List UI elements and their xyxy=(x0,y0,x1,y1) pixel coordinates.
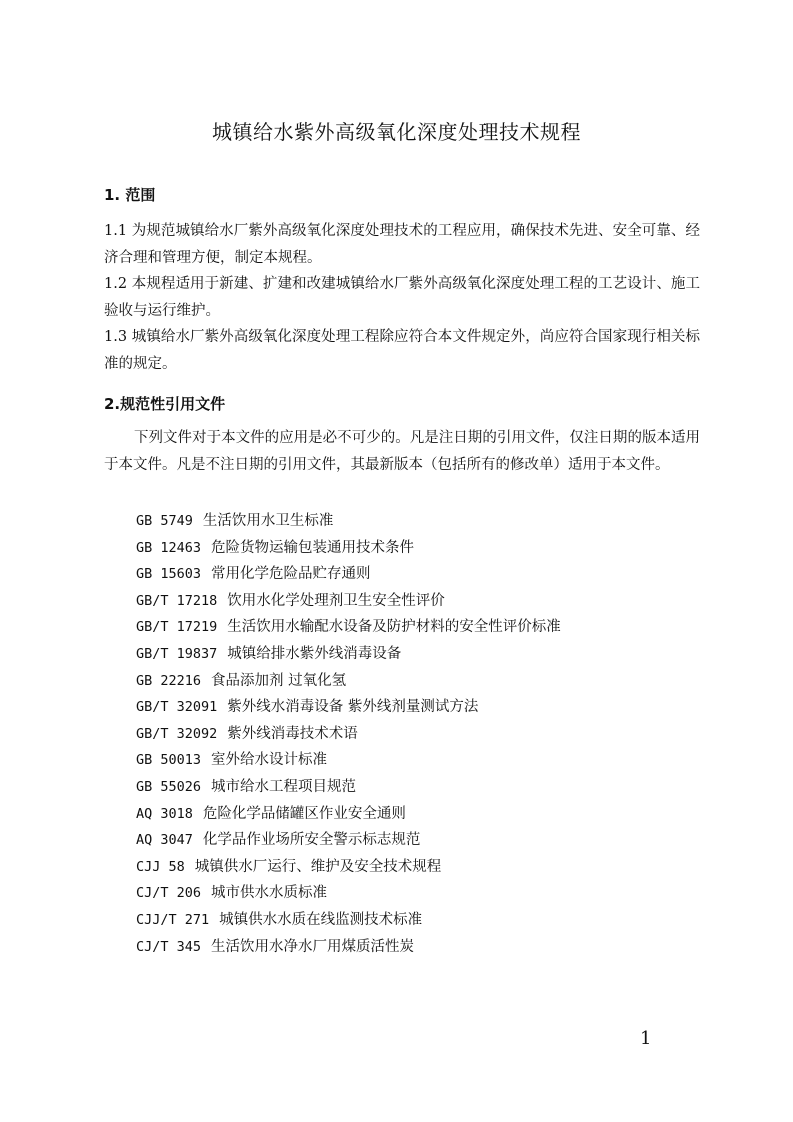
reference-code: GB 22216 xyxy=(136,672,202,689)
reference-title: 城镇给排水紫外线消毒设备 xyxy=(227,645,402,662)
reference-code: GB/T 32092 xyxy=(136,725,218,742)
reference-code: CJ/T 206 xyxy=(136,885,202,902)
reference-item xyxy=(136,721,561,748)
reference-code: GB 12463 xyxy=(136,539,202,556)
reference-item xyxy=(136,668,561,695)
reference-code: GB/T 19837 xyxy=(136,645,218,662)
reference-item xyxy=(136,934,561,961)
reference-title: 紫外线水消毒设备 紫外线剂量测试方法 xyxy=(227,699,479,716)
reference-title: 城镇供水厂运行、维护及安全技术规程 xyxy=(194,858,442,875)
reference-code: GB 15603 xyxy=(136,566,202,583)
document-title: 城镇给水紫外高级氧化深度处理技术规程 xyxy=(212,120,581,144)
reference-code: AQ 3018 xyxy=(136,805,193,822)
reference-item xyxy=(136,747,561,774)
clause-1-3: 1.3 城镇给水厂紫外高级氧化深度处理工程除应符合本文件规定外，尚应符合国家现行相关标准的规定。 xyxy=(104,329,700,372)
reference-title: 城市给水工程项目规范 xyxy=(211,778,357,795)
reference-title: 生活饮用水输配水设备及防护材料的安全性评价标准 xyxy=(227,619,561,636)
reference-item xyxy=(136,907,561,934)
reference-code: GB 55026 xyxy=(136,778,202,795)
reference-code: CJJ/T 271 xyxy=(136,911,210,928)
clause-1-2: 1.2 本规程适用于新建、扩建和改建城镇给水厂紫外高级氧化深度处理工程的工艺设计、施工验收与运行维护。 xyxy=(104,276,700,319)
clause-1-1: 1.1 为规范城镇给水厂紫外高级氧化深度处理技术的工程应用，确保技术先进、安全可靠、经济合理和管理方便，制定本规程。 xyxy=(104,223,700,266)
reference-title: 食品添加剂 过氧化氢 xyxy=(211,672,347,689)
reference-title: 饮用水化学处理剂卫生安全性评价 xyxy=(227,592,445,609)
reference-title: 生活饮用水卫生标准 xyxy=(202,513,334,529)
reference-item xyxy=(136,880,561,907)
reference-title: 危险货物运输包装通用技术条件 xyxy=(211,539,415,556)
reference-item xyxy=(136,561,561,588)
reference-item xyxy=(136,801,561,828)
reference-list xyxy=(136,508,561,960)
reference-code: GB/T 17219 xyxy=(136,619,218,636)
page-number: 1 xyxy=(640,1028,652,1049)
reference-code: CJJ 58 xyxy=(136,858,185,875)
reference-code: AQ 3047 xyxy=(136,832,193,849)
reference-title: 危险化学品储罐区作业安全通则 xyxy=(202,805,406,822)
reference-title: 城市供水水质标准 xyxy=(211,885,328,902)
reference-item xyxy=(136,694,561,721)
section-2-heading: 2.规范性引用文件 xyxy=(104,395,226,413)
reference-item xyxy=(136,774,561,801)
reference-item xyxy=(136,854,561,881)
reference-item xyxy=(136,535,561,562)
reference-item xyxy=(136,641,561,668)
reference-title: 生活饮用水净水厂用煤质活性炭 xyxy=(211,938,415,955)
section-1-heading: 1. 范围 xyxy=(104,186,156,204)
reference-code: CJ/T 345 xyxy=(136,938,202,955)
reference-item xyxy=(136,508,561,535)
reference-item xyxy=(136,827,561,854)
reference-code: GB/T 32091 xyxy=(136,699,218,716)
reference-title: 城镇供水水质在线监测技术标准 xyxy=(219,911,423,928)
reference-code: GB 5749 xyxy=(136,513,193,529)
reference-title: 化学品作业场所安全警示标志规范 xyxy=(202,832,421,849)
reference-item xyxy=(136,614,561,641)
reference-title: 室外给水设计标准 xyxy=(211,752,328,769)
reference-code: GB 50013 xyxy=(136,752,202,769)
reference-title: 常用化学危险品贮存通则 xyxy=(211,566,371,583)
reference-title: 紫外线消毒技术术语 xyxy=(227,725,358,742)
reference-code: GB/T 17218 xyxy=(136,592,218,609)
section-2-intro: 下列文件对于本文件的应用是必不可少的。凡是注日期的引用文件，仅注日期的版本适用于本文件。凡是不注日期的引用文件，其最新版本（包括所有的修改单）适用于本文件。 xyxy=(104,430,700,473)
reference-item xyxy=(136,588,561,615)
